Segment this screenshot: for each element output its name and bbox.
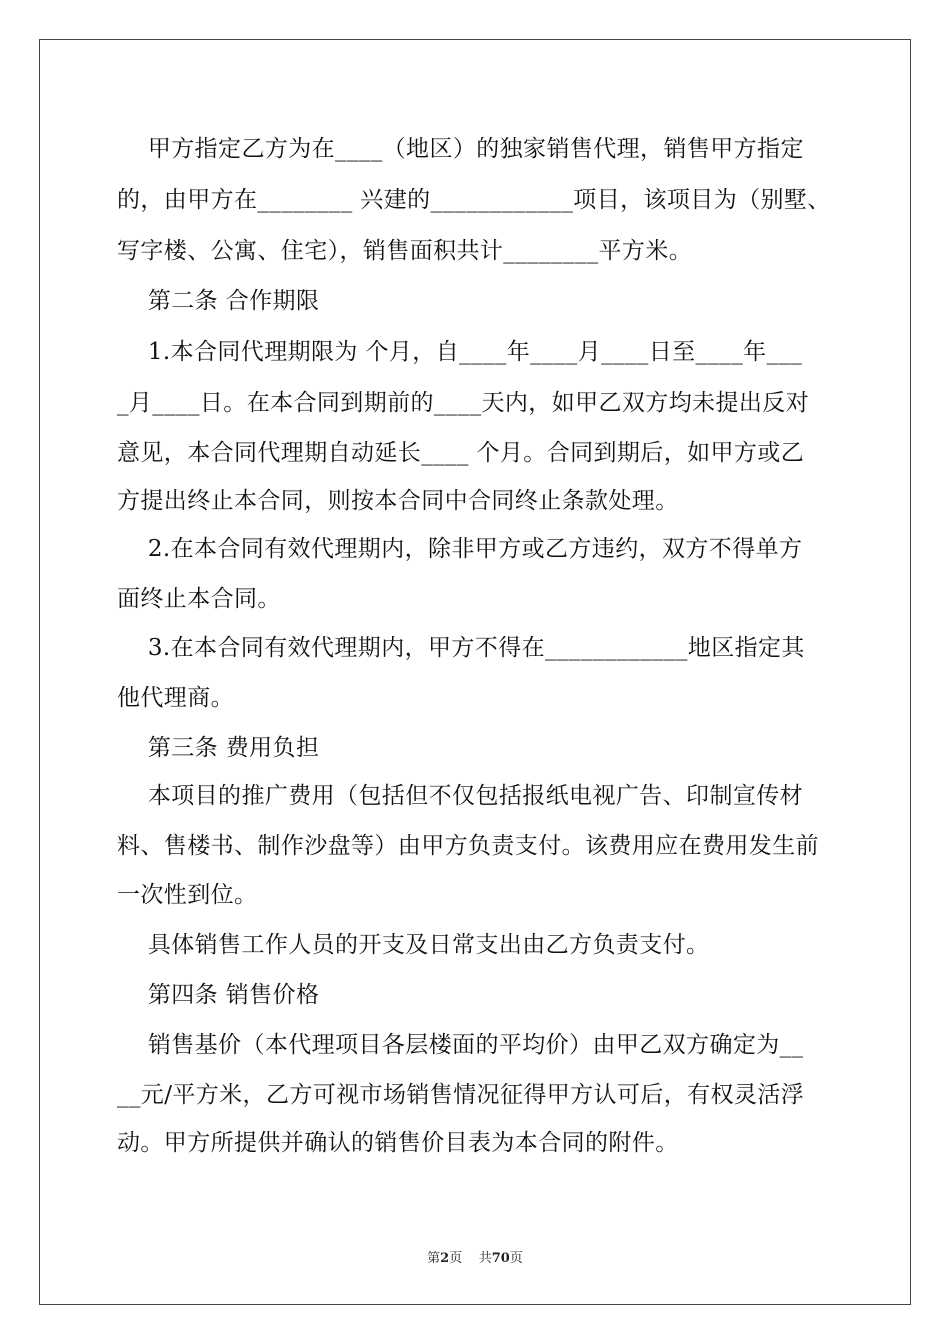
text-line: 料、售楼书、制作沙盘等）由甲方负责支付。该费用应在费用发生前	[117, 833, 819, 859]
text-line: 一次性到位。	[117, 882, 258, 908]
section-heading: 第三条 费用负担	[117, 735, 320, 761]
text-line: 具体销售工作人员的开支及日常支出由乙方负责支付。	[117, 932, 710, 958]
text-line: 方提出终止本合同，则按本合同中合同终止条款处理。	[117, 488, 679, 514]
text-line: 写字楼、公寓、住宅），销售面积共计________平方米。	[117, 238, 693, 264]
text-line: _月____日。在本合同到期前的____天内，如甲乙双方均未提出反对	[117, 390, 810, 416]
text-line: 他代理商。	[117, 685, 234, 711]
footer-page-suffix: 页	[509, 1251, 523, 1266]
text-line: __元/平方米，乙方可视市场销售情况征得甲方认可后，有权灵活浮	[117, 1082, 805, 1108]
page-border	[39, 39, 911, 1305]
text-line: 的，由甲方在________ 兴建的____________项目，该项目为（别墅、	[117, 187, 831, 213]
footer-page-mid: 页 共	[449, 1251, 492, 1266]
text-line: 1.本合同代理期限为 个月，自____年____月____日至____年___	[117, 339, 803, 365]
text-line: 面终止本合同。	[117, 586, 281, 612]
footer-page-number: 2	[440, 1251, 450, 1266]
text-line: 甲方指定乙方为在____（地区）的独家销售代理，销售甲方指定	[117, 136, 804, 162]
text-line: 意见，本合同代理期自动延长____ 个月。合同到期后，如甲方或乙	[117, 440, 805, 466]
page-footer	[0, 1247, 950, 1266]
footer-total-pages: 70	[491, 1251, 510, 1266]
footer-page-prefix: 第	[427, 1251, 441, 1266]
section-heading: 第四条 销售价格	[117, 982, 320, 1008]
text-line: 动。甲方所提供并确认的销售价目表为本合同的附件。	[117, 1130, 679, 1156]
section-heading: 第二条 合作期限	[117, 288, 320, 314]
text-line: 本项目的推广费用（包括但不仅包括报纸电视广告、印制宣传材	[117, 783, 804, 809]
text-line: 销售基价（本代理项目各层楼面的平均价）由甲乙双方确定为__	[117, 1032, 804, 1058]
text-line: 2.在本合同有效代理期内，除非甲方或乙方违约，双方不得单方	[117, 536, 803, 562]
text-line: 3.在本合同有效代理期内，甲方不得在____________地区指定其	[117, 635, 805, 661]
